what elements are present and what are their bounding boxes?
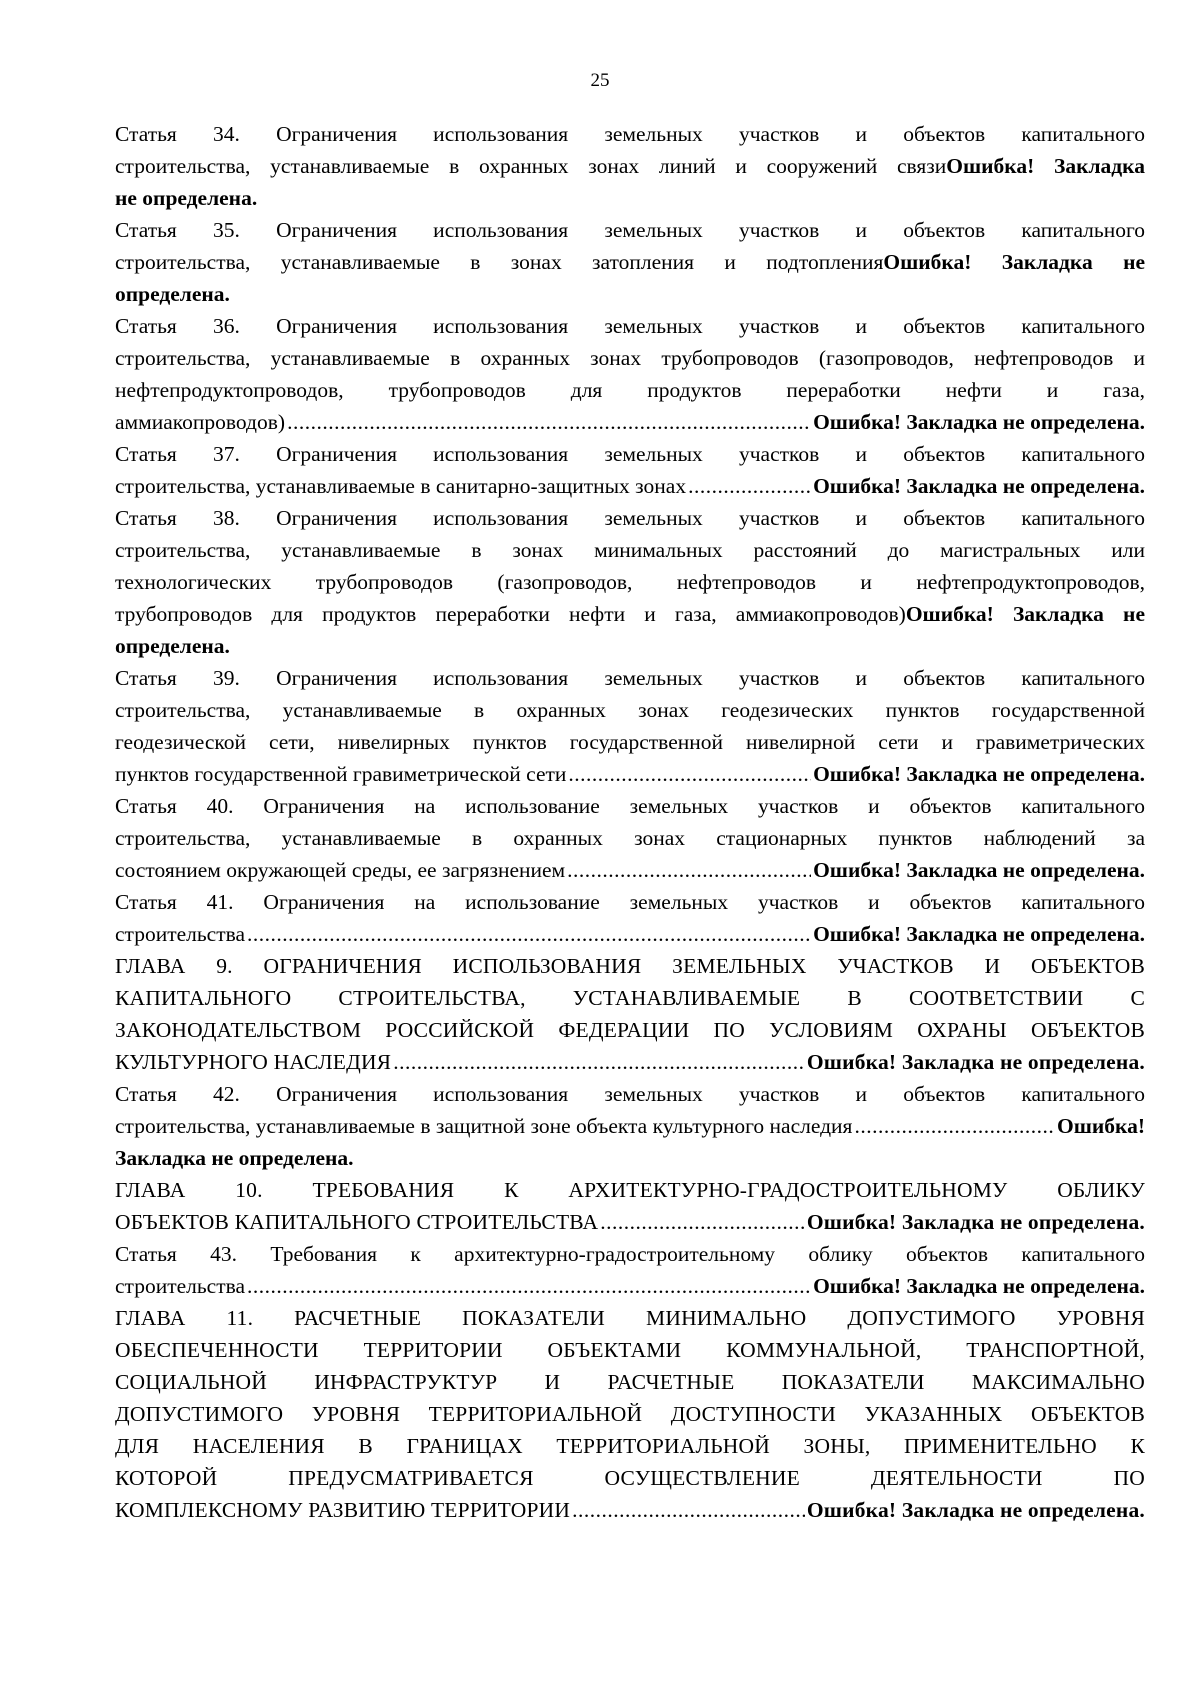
- toc-entry-line: Статья 37. Ограничения использования земельных участков и объектов капитального: [115, 442, 1145, 466]
- toc-entry-text: технологических трубопроводов (газопроводов, нефтепроводов и нефтепродуктопроводов,: [115, 570, 1145, 594]
- toc-article-entry[interactable]: [115, 790, 1145, 886]
- toc-entry-text: строительства, устанавливаемые в зонах минимальных расстояний до магистральных или: [115, 538, 1145, 562]
- toc-chapter-entry[interactable]: [115, 1302, 1145, 1526]
- toc-entry-line: [115, 214, 1145, 246]
- bookmark-error: Ошибка! Закладка не определена.: [813, 474, 1145, 498]
- bookmark-error: Ошибка! Закладка не определена.: [813, 858, 1145, 882]
- toc-entry-text: пунктов государственной гравиметрической сети: [115, 762, 567, 786]
- toc-entry-line: Статья 43. Требования к архитектурно-градостроительному облику объектов капитального: [115, 1242, 1145, 1266]
- bookmark-error: Ошибка! Закладка не определена.: [806, 1498, 1145, 1522]
- dot-leader: [688, 470, 811, 502]
- toc-entry-text: аммиакопроводов): [115, 410, 286, 434]
- toc-leader-line: [115, 1494, 1145, 1526]
- toc-leader-line: [115, 854, 1145, 886]
- toc-entry-line: Статья 39. Ограничения использования земельных участков и объектов капитального: [115, 666, 1145, 690]
- toc-entry-text: ОБЪЕКТОВ КАПИТАЛЬНОГО СТРОИТЕЛЬСТВА: [115, 1210, 599, 1234]
- bookmark-error: Ошибка! Закладка не определена.: [806, 1050, 1145, 1074]
- toc-entry-line: [115, 246, 1145, 278]
- dot-leader: [854, 1110, 1055, 1142]
- toc-chapter-entry[interactable]: [115, 1174, 1145, 1238]
- toc-entry-line: нефтепродуктопроводов, трубопроводов для продуктов переработки нефти и газа,: [115, 378, 1145, 402]
- toc-article-entry[interactable]: [115, 118, 1145, 214]
- bookmark-error: Ошибка! Закладка не: [883, 250, 1146, 274]
- toc-entry-line: геодезической сети, нивелирных пунктов государственной нивелирной сети и гравиметрических: [115, 730, 1145, 754]
- bookmark-error: Ошибка!: [1057, 1114, 1145, 1138]
- toc-leader-line: [115, 918, 1145, 950]
- bookmark-error: не определена.: [115, 186, 258, 210]
- toc-entry-line: Статья 41. Ограничения на использование земельных участков и объектов капитального: [115, 890, 1145, 914]
- bookmark-error: Закладка не определена.: [115, 1146, 354, 1170]
- toc-entry-line: ОБЕСПЕЧЕННОСТИ ТЕРРИТОРИИ ОБЪЕКТАМИ КОММУНАЛЬНОЙ, ТРАНСПОРТНОЙ,: [115, 1338, 1145, 1362]
- toc-entry-line: ГЛАВА 11. РАСЧЕТНЫЕ ПОКАЗАТЕЛИ МИНИМАЛЬНО ДОПУСТИМОГО УРОВНЯ: [115, 1306, 1145, 1330]
- bookmark-error: определена.: [115, 634, 230, 658]
- toc-entry-text: строительства: [115, 1274, 246, 1298]
- toc-entry-line: ЗАКОНОДАТЕЛЬСТВОМ РОССИЙСКОЙ ФЕДЕРАЦИИ ПО УСЛОВИЯМ ОХРАНЫ ОБЪЕКТОВ: [115, 1018, 1145, 1042]
- toc-entry-line: СОЦИАЛЬНОЙ ИНФРАСТРУКТУР И РАСЧЕТНЫЕ ПОКАЗАТЕЛИ МАКСИМАЛЬНО: [115, 1370, 1145, 1394]
- toc-entry-text: строительства, устанавливаемые в санитарно-защитных зонах: [115, 474, 687, 498]
- toc-entry-line: Статья 40. Ограничения на использование земельных участков и объектов капитального: [115, 794, 1145, 818]
- toc-article-entry[interactable]: [115, 1238, 1145, 1302]
- bookmark-error: Ошибка! Закладка не: [905, 602, 1145, 626]
- toc-chapter-entry[interactable]: [115, 950, 1145, 1078]
- toc-entry-line: [115, 502, 1145, 534]
- dot-leader: [600, 1206, 805, 1238]
- toc-entry-line: ГЛАВА 10. ТРЕБОВАНИЯ К АРХИТЕКТУРНО-ГРАДОСТРОИТЕЛЬНОМУ ОБЛИКУ: [115, 1178, 1145, 1202]
- toc-leader-line: [115, 1110, 1145, 1142]
- toc-entry-line: [115, 118, 1145, 150]
- toc-entry-line: КОТОРОЙ ПРЕДУСМАТРИВАЕТСЯ ОСУЩЕСТВЛЕНИЕ ДЕЯТЕЛЬНОСТИ ПО: [115, 1466, 1145, 1490]
- toc-entry-line: ДОПУСТИМОГО УРОВНЯ ТЕРРИТОРИАЛЬНОЙ ДОСТУПНОСТИ УКАЗАННЫХ ОБЪЕКТОВ: [115, 1402, 1145, 1426]
- dot-leader: [247, 918, 811, 950]
- toc-entry-line: строительства, устанавливаемые в охранных зонах геодезических пунктов государственной: [115, 698, 1145, 722]
- toc-article-entry[interactable]: [115, 438, 1145, 502]
- toc-article-entry[interactable]: [115, 1078, 1145, 1174]
- toc-entry-line: строительства, устанавливаемые в охранных зонах стационарных пунктов наблюдений за: [115, 826, 1145, 850]
- dot-leader: [568, 758, 811, 790]
- bookmark-error: Ошибка! Закладка: [946, 154, 1145, 178]
- bookmark-error: Ошибка! Закладка не определена.: [813, 762, 1145, 786]
- toc-entry-line: строительства, устанавливаемые в охранных зонах трубопроводов (газопроводов, нефтепроводов и: [115, 346, 1145, 370]
- toc-article-entry[interactable]: [115, 502, 1145, 662]
- toc-entry-line: Статья 36. Ограничения использования земельных участков и объектов капитального: [115, 314, 1145, 338]
- toc-entry-line: ДЛЯ НАСЕЛЕНИЯ В ГРАНИЦАХ ТЕРРИТОРИАЛЬНОЙ ЗОНЫ, ПРИМЕНИТЕЛЬНО К: [115, 1434, 1145, 1458]
- table-of-contents: [115, 118, 1145, 1526]
- bookmark-error: Ошибка! Закладка не определена.: [813, 1274, 1145, 1298]
- toc-entry-line: [115, 534, 1145, 566]
- bookmark-error: Ошибка! Закладка не определена.: [813, 922, 1145, 946]
- toc-entry-text: КОМПЛЕКСНОМУ РАЗВИТИЮ ТЕРРИТОРИИ: [115, 1498, 571, 1522]
- toc-entry-line: [115, 566, 1145, 598]
- toc-leader-line: [115, 470, 1145, 502]
- toc-leader-line: [115, 1270, 1145, 1302]
- toc-entry-line: ГЛАВА 9. ОГРАНИЧЕНИЯ ИСПОЛЬЗОВАНИЯ ЗЕМЕЛЬНЫХ УЧАСТКОВ И ОБЪЕКТОВ: [115, 954, 1145, 978]
- toc-article-entry[interactable]: [115, 662, 1145, 790]
- toc-entry-text: строительства, устанавливаемые в охранных зонах линий и сооружений связи: [115, 154, 947, 178]
- bookmark-error: определена.: [115, 282, 230, 306]
- toc-entry-text: Статья 38. Ограничения использования земельных участков и объектов капитального: [115, 506, 1145, 530]
- dot-leader: [572, 1494, 805, 1526]
- toc-entry-line: КАПИТАЛЬНОГО СТРОИТЕЛЬСТВА, УСТАНАВЛИВАЕМЫЕ В СООТВЕТСТВИИ С: [115, 986, 1145, 1010]
- toc-entry-text: Статья 35. Ограничения использования земельных участков и объектов капитального: [115, 218, 1145, 242]
- dot-leader: [287, 406, 811, 438]
- toc-entry-text: строительства: [115, 922, 246, 946]
- toc-entry-line: Статья 42. Ограничения использования земельных участков и объектов капитального: [115, 1082, 1145, 1106]
- page-number: 25: [590, 70, 610, 91]
- toc-entry-text: строительства, устанавливаемые в зонах затопления и подтопления: [115, 250, 884, 274]
- toc-leader-line: [115, 406, 1145, 438]
- toc-entry-text: строительства, устанавливаемые в защитной зоне объекта культурного наследия: [115, 1114, 853, 1138]
- toc-leader-line: [115, 758, 1145, 790]
- dot-leader: [247, 1270, 811, 1302]
- dot-leader: [567, 854, 811, 886]
- toc-leader-line: [115, 1046, 1145, 1078]
- dot-leader: [393, 1046, 805, 1078]
- toc-entry-text: Статья 34. Ограничения использования земельных участков и объектов капитального: [115, 122, 1145, 146]
- bookmark-error: Ошибка! Закладка не определена.: [813, 410, 1145, 434]
- bookmark-error: Ошибка! Закладка не определена.: [806, 1210, 1145, 1234]
- toc-leader-line: [115, 1206, 1145, 1238]
- toc-entry-line: [115, 150, 1145, 182]
- toc-entry-text: состоянием окружающей среды, ее загрязнением: [115, 858, 566, 882]
- toc-article-entry[interactable]: [115, 214, 1145, 310]
- toc-article-entry[interactable]: [115, 310, 1145, 438]
- toc-article-entry[interactable]: [115, 886, 1145, 950]
- toc-entry-text: трубопроводов для продуктов переработки нефти и газа, аммиакопроводов): [115, 602, 906, 626]
- toc-entry-text: КУЛЬТУРНОГО НАСЛЕДИЯ: [115, 1050, 392, 1074]
- toc-entry-line: [115, 598, 1145, 630]
